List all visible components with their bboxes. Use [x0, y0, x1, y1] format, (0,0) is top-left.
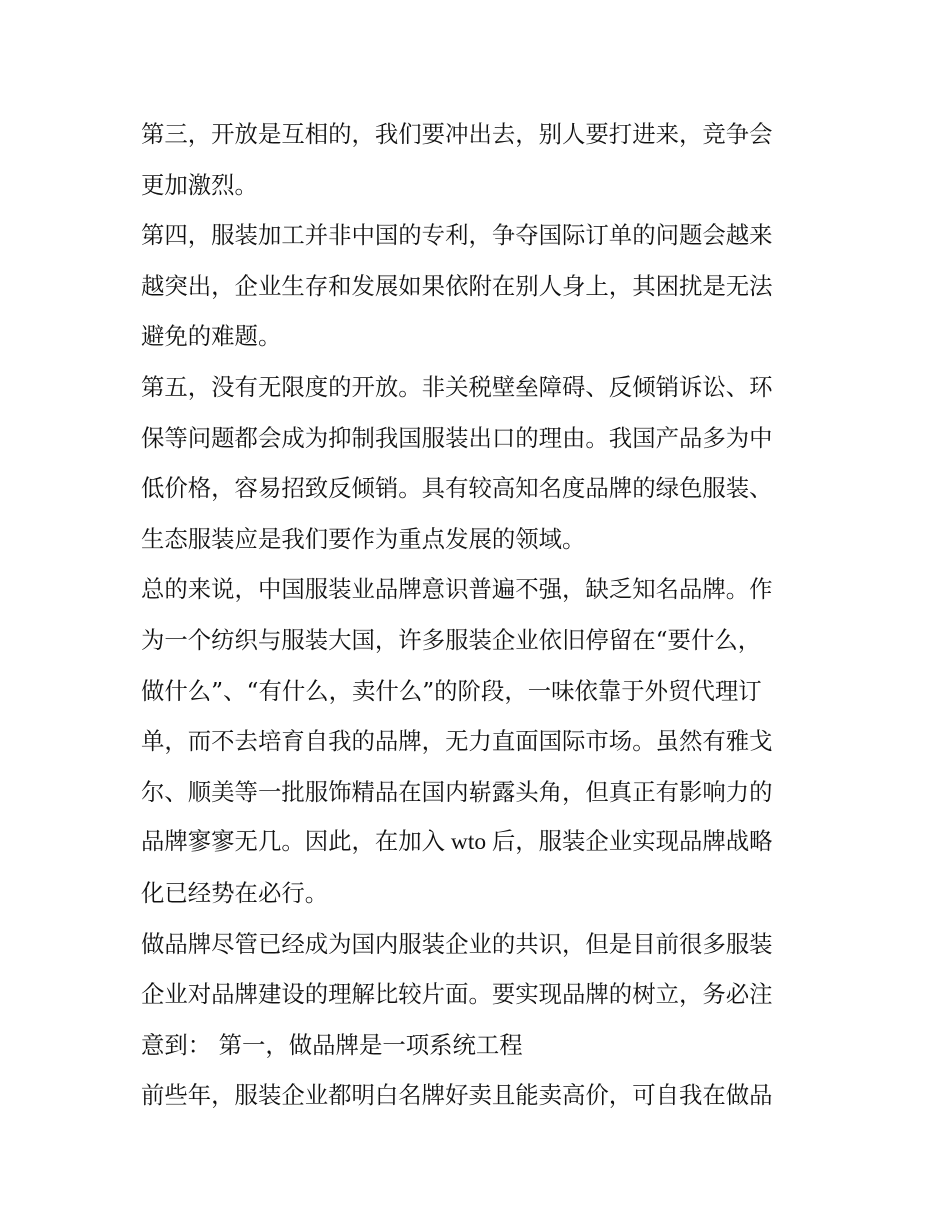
text-line: 第三，开放是互相的，我们要冲出去，别人要打进来，竞争会 [141, 120, 773, 148]
text-line: 品牌寥寥无几。因此，在加入 wto 后，服装企业实现品牌战略 [141, 829, 773, 856]
text-line: 总的来说，中国服装业品牌意识普遍不强，缺乏知名品牌。作 [141, 575, 773, 604]
text-line: 保等问题都会成为抑制我国服装出口的理由。我国产品多为中 [141, 423, 773, 452]
text-line: 越突出，企业生存和发展如果依附在别人身上，其困扰是无法 [141, 271, 773, 300]
text-line: 意到： 第一，做品牌是一项系统工程 [141, 1030, 523, 1059]
text-line: 第四，服装加工并非中国的专利，争夺国际订单的问题会越来 [141, 221, 773, 250]
text-line: 生态服装应是我们要作为重点发展的领域。 [141, 524, 586, 553]
text-line: 企业对品牌建设的理解比较片面。要实现品牌的树立，务必注 [141, 980, 773, 1009]
text-line: 第五，没有无限度的开放。非关税壁垒障碍、反倾销诉讼、环 [141, 372, 773, 401]
text-line: 做品牌尽管已经成为国内服装企业的共识，但是目前很多服装 [141, 929, 773, 958]
text-line: 为一个纺织与服装大国，许多服装企业依旧停留在“要什么， [141, 625, 762, 654]
text-line: 更加激烈。 [141, 170, 258, 199]
text-line: 尔、顺美等一批服饰精品在国内崭露头角，但真正有影响力的 [141, 777, 773, 806]
document-body [141, 109, 811, 1121]
text-line: 单，而不去培育自我的品牌，无力直面国际市场。虽然有雅戈 [141, 727, 773, 756]
text-line: 化已经势在必行。 [141, 878, 329, 907]
text-line: 避免的难题。 [141, 322, 282, 351]
text-line: 做什么”、“有什么，卖什么”的阶段，一味依靠于外贸代理订 [141, 676, 762, 705]
text-line: 前些年，服装企业都明白名牌好卖且能卖高价，可自我在做品 [141, 1081, 773, 1110]
text-line: 低价格，容易招致反倾销。具有较高知名度品牌的绿色服装、 [141, 474, 773, 503]
